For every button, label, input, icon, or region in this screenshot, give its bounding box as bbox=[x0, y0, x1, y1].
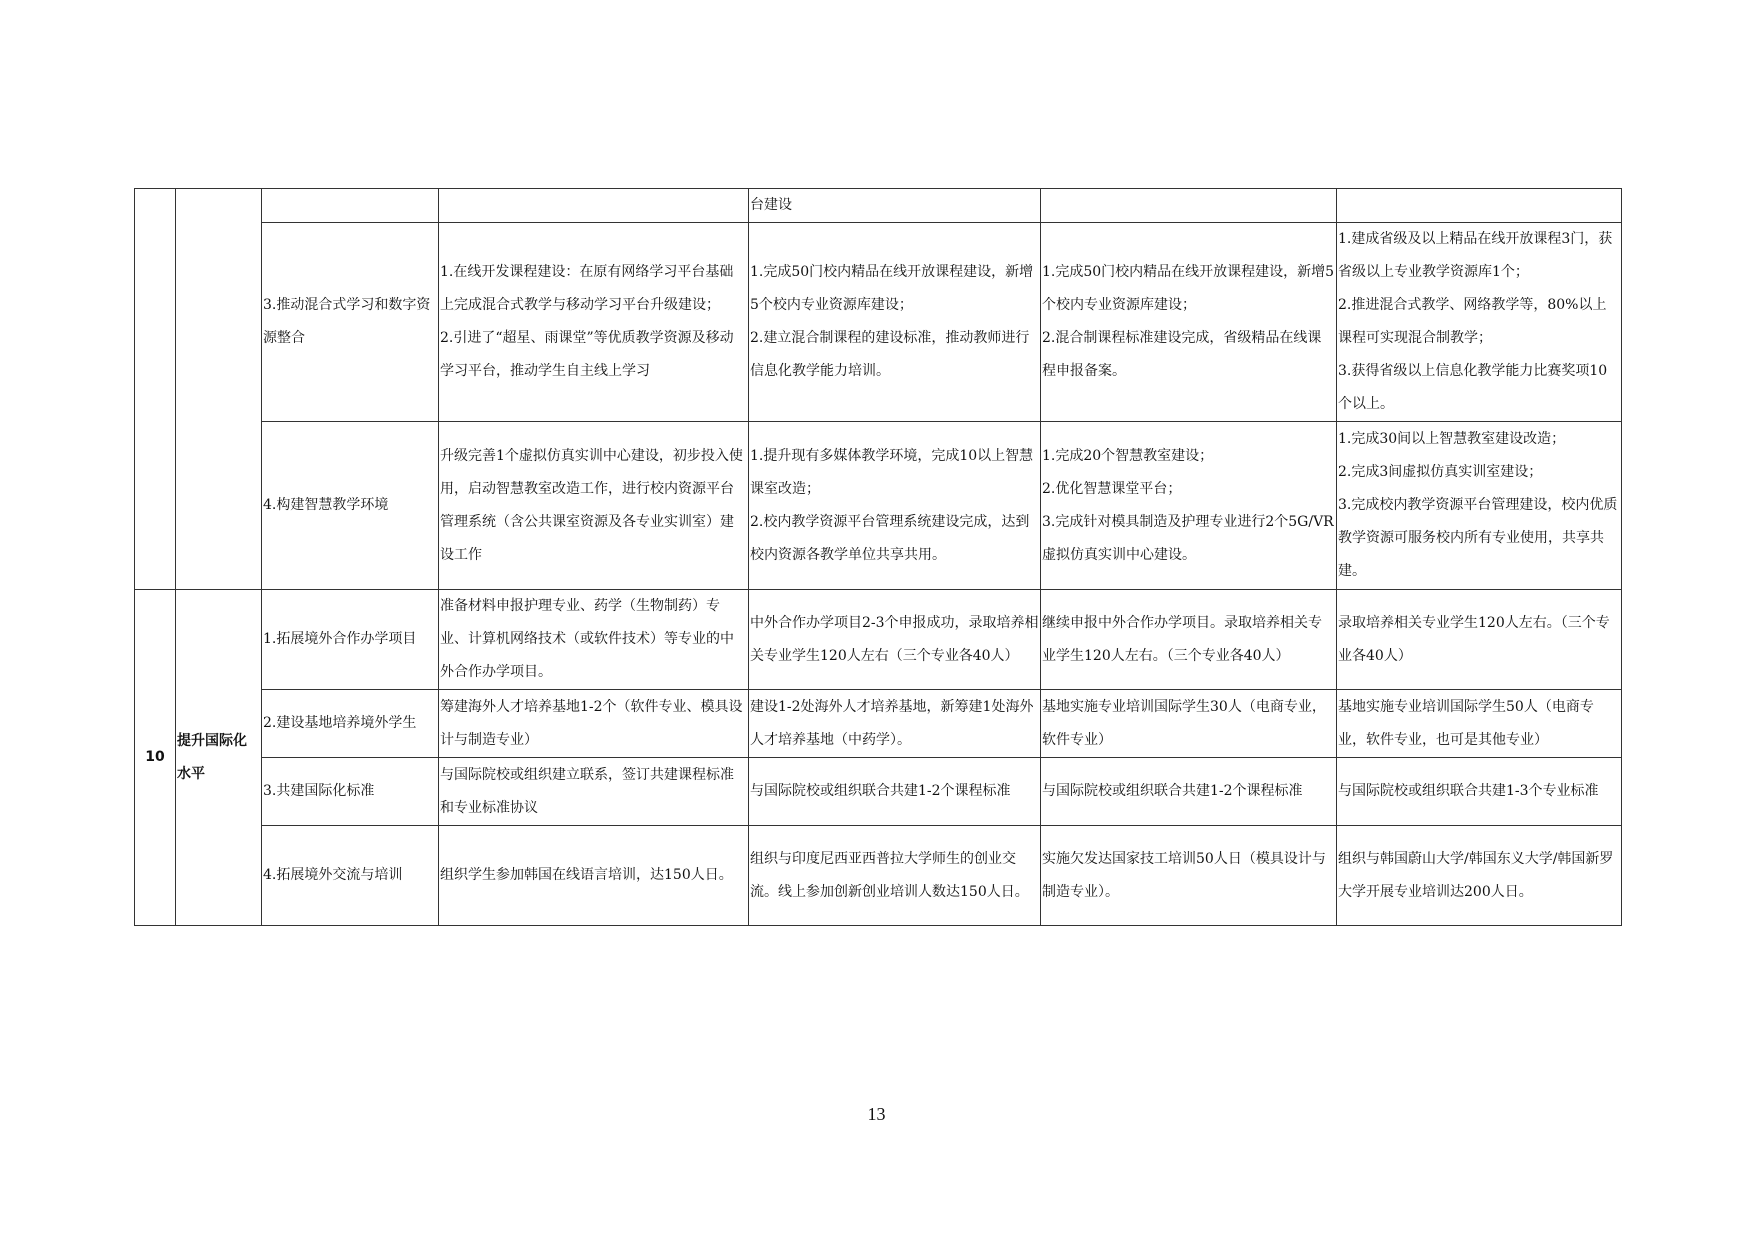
year-target-cell: 与国际院校或组织联合共建1-3个专业标准 bbox=[1337, 758, 1622, 826]
current-status-cell: 与国际院校或组织建立联系，签订共建课程标准和专业标准协议 bbox=[439, 758, 749, 826]
current-status-cell bbox=[439, 223, 749, 422]
current-status-cell: 筹建海外人才培养基地1-2个（软件专业、模具设计与制造专业） bbox=[439, 690, 749, 758]
item-number-cell: 10 bbox=[135, 590, 176, 926]
cell-line: 2.混合制课程标准建设完成，省级精品在线课程申报备案。 bbox=[1042, 330, 1322, 379]
cell-line: 1.完成30间以上智慧教室建设改造； bbox=[1338, 431, 1566, 447]
table-row bbox=[135, 223, 1622, 422]
page-number: 13 bbox=[867, 1104, 886, 1124]
cell-line: 1.提升现有多媒体教学环境，完成10以上智慧课室改造； bbox=[750, 447, 1034, 497]
cell-line: 3.完成针对模具制造及护理专业进行2个5G/VR虚拟仿真实训中心建设。 bbox=[1042, 513, 1334, 563]
task-cell: 4.拓展境外交流与培训 bbox=[262, 826, 439, 926]
current-status-cell: 组织学生参加韩国在线语言培训，达150人日。 bbox=[439, 826, 749, 926]
category-cell bbox=[176, 189, 262, 590]
year-target-cell: 组织与印度尼西亚西普拉大学师生的创业交流。线上参加创新创业培训人数达150人日。 bbox=[749, 826, 1041, 926]
plan-table bbox=[134, 188, 1622, 926]
year-target-cell bbox=[1041, 223, 1337, 422]
task-cell: 4.构建智慧教学环境 bbox=[262, 422, 439, 590]
cell-line: 2.完成3间虚拟仿真实训室建设； bbox=[1338, 464, 1543, 480]
task-cell: 3.推动混合式学习和数字资源整合 bbox=[262, 223, 439, 422]
table-row bbox=[135, 758, 1622, 826]
year-target-cell: 与国际院校或组织联合共建1-2个课程标准 bbox=[749, 758, 1041, 826]
current-status-cell: 准备材料申报护理专业、药学（生物制药）专业、计算机网络技术（或软件技术）等专业的中外合作办学项目。 bbox=[439, 590, 749, 690]
task-cell: 3.共建国际化标准 bbox=[262, 758, 439, 826]
cell-line: 1.建成省级及以上精品在线开放课程3门，获省级以上专业教学资源库1个； bbox=[1338, 231, 1613, 280]
task-cell: 2.建设基地培养境外学生 bbox=[262, 690, 439, 758]
table-row bbox=[135, 590, 1622, 690]
year-target-cell: 与国际院校或组织联合共建1-2个课程标准 bbox=[1041, 758, 1337, 826]
year-target-cell bbox=[749, 223, 1041, 422]
year-target-cell bbox=[1337, 422, 1622, 590]
category-cell: 提升国际化水平 bbox=[176, 590, 262, 926]
cell-line: 1.完成20个智慧教室建设； bbox=[1042, 447, 1214, 464]
table-row bbox=[135, 422, 1622, 590]
cell-line: 1.完成50门校内精品在线开放课程建设，新增5个校内专业资源库建设； bbox=[1042, 264, 1335, 313]
cell-line: 1.完成50门校内精品在线开放课程建设，新增5个校内专业资源库建设； bbox=[750, 264, 1034, 313]
cell-line: 2.引进了“超星、雨课堂”等优质教学资源及移动学习平台，推动学生自主线上学习 bbox=[440, 330, 734, 379]
year-target-cell: 建设1-2处海外人才培养基地，新筹建1处海外人才培养基地（中药学）。 bbox=[749, 690, 1041, 758]
year-target-cell bbox=[1041, 422, 1337, 590]
cell-line: 2.优化智慧课堂平台； bbox=[1042, 480, 1182, 497]
current-status-cell bbox=[439, 189, 749, 223]
year-target-cell bbox=[1337, 223, 1622, 422]
item-number-cell bbox=[135, 189, 176, 590]
year-target-cell: 继续申报中外合作办学项目。录取培养相关专业学生120人左右。（三个专业各40人） bbox=[1041, 590, 1337, 690]
year-target-cell bbox=[1337, 189, 1622, 223]
cell-line: 2.推进混合式教学、网络教学等，80%以上课程可实现混合制教学； bbox=[1338, 297, 1607, 346]
year-target-cell: 组织与韩国蔚山大学/韩国东义大学/韩国新罗大学开展专业培训达200人日。 bbox=[1337, 826, 1622, 926]
year-target-cell: 实施欠发达国家技工培训50人日（模具设计与制造专业）。 bbox=[1041, 826, 1337, 926]
year-target-cell: 基地实施专业培训国际学生30人（电商专业，软件专业） bbox=[1041, 690, 1337, 758]
year-target-cell: 录取培养相关专业学生120人左右。（三个专业各40人） bbox=[1337, 590, 1622, 690]
year-target-cell: 中外合作办学项目2-3个申报成功，录取培养相关专业学生120人左右（三个专业各40人） bbox=[749, 590, 1041, 690]
year-target-cell bbox=[1041, 189, 1337, 223]
cell-line: 1.在线开发课程建设：在原有网络学习平台基础上完成混合式教学与移动学习平台升级建设； bbox=[440, 264, 734, 313]
cell-line: 2.建立混合制课程的建设标准，推动教师进行信息化教学能力培训。 bbox=[750, 330, 1030, 379]
year-target-cell: 台建设 bbox=[749, 189, 1041, 223]
cell-line: 3.完成校内教学资源平台管理建设，校内优质教学资源可服务校内所有专业使用，共享共建。 bbox=[1338, 497, 1618, 579]
current-status-cell: 升级完善1个虚拟仿真实训中心建设，初步投入使用，启动智慧教室改造工作，进行校内资源平台管理系统（含公共课室资源及各专业实训室）建设工作 bbox=[439, 422, 749, 590]
task-cell: 1.拓展境外合作办学项目 bbox=[262, 590, 439, 690]
table-row bbox=[135, 690, 1622, 758]
year-target-cell bbox=[749, 422, 1041, 590]
table-row bbox=[135, 826, 1622, 926]
task-cell bbox=[262, 189, 439, 223]
year-target-cell: 基地实施专业培训国际学生50人（电商专业，软件专业，也可是其他专业） bbox=[1337, 690, 1622, 758]
table-row bbox=[135, 189, 1622, 223]
cell-line: 2.校内教学资源平台管理系统建设完成，达到校内资源各教学单位共享共用。 bbox=[750, 513, 1030, 563]
cell-line: 3.获得省级以上信息化教学能力比赛奖项10个以上。 bbox=[1338, 363, 1608, 412]
